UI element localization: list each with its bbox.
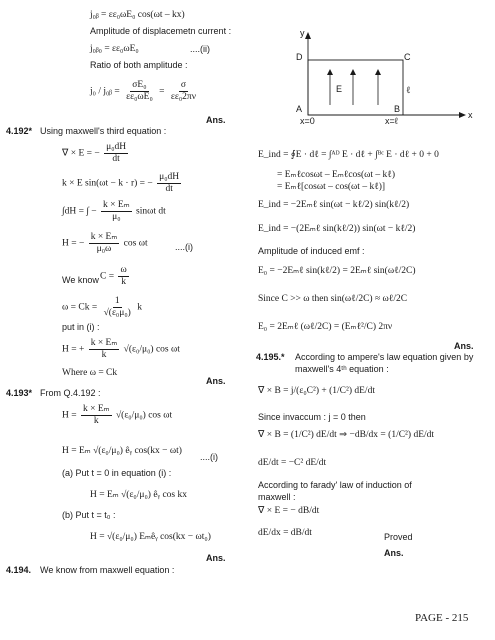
text-vacuum: Since invaccum : j = 0 then [258, 412, 366, 422]
circuit-loop-figure [288, 30, 468, 130]
point-C: C [404, 52, 411, 62]
eq-maxwell-third: ∇ × E = − $\frac{\text{μ₀dH}}{dt}$ [62, 142, 127, 164]
eq-h-t-zero: H = Eₘ √(ε₀/μ₀) êᵧ cos kx [90, 490, 187, 500]
label-x-zero: x=0 [300, 116, 315, 126]
length-ell: ℓ [406, 86, 411, 96]
question-number-4-194: 4.194. [6, 565, 32, 575]
eq-c-omega-k: C = $\frac{\omega}{k}$ [100, 265, 127, 287]
question-text-4-192: Using maxwell's third equation : [40, 126, 167, 136]
text-ratio: Ratio of both amplitude : [90, 60, 188, 70]
eq-k-cross-e: k × E sin(ωt − k · r) = − $\frac{\text{μ₀dH}}{dt}$ [62, 172, 180, 194]
eq-tag-i-2: ....(i) [200, 452, 218, 462]
eq-h-ey: H = Eₘ √(ε₀/μ₀) êᵧ cos(kx − ωt) [62, 446, 182, 456]
point-D: D [296, 52, 303, 62]
eq-integral-dh: ∫dH = ∫ − $\frac{\text{k × Eₘ}}{\text{μ₀}}$ sinωt dt [62, 200, 166, 222]
answer-marker: Ans. [206, 376, 226, 386]
eq-h-field: H = − $\frac{\text{k × Eₘ}}{\text{μ₀ω}}$ cos ωt [62, 232, 148, 254]
axis-x-label: x [468, 110, 473, 120]
eq-e0: E₀ = −2Eₘℓ sin(kℓ/2) = 2Eₘℓ sin(ωℓ/2C) [258, 266, 416, 276]
eq-ratio: j₀ / j₀ᵦ = $\frac{\text{σE₀}}{\text{εε₀ωE₀}}$ = $\frac{\sigma}{\text{εε₀2πν}}$ [90, 80, 197, 102]
eq-emf-amplitude-form: E_ind = −(2Eₘℓ sin(kℓ/2)) sin(ωt − kℓ/2) [258, 224, 416, 234]
text-amplitude-emf: Amplitude of induced emf : [258, 246, 365, 256]
eq-faraday: ∇ × E = − dB/dt [258, 506, 320, 516]
text-faraday-line2: maxwell : [258, 492, 296, 502]
answer-marker: Ans. [384, 548, 404, 558]
ratio-frac-1: $\frac{\text{σE₀}}{\text{εε₀ωE₀}}$ [126, 80, 153, 102]
eq-h-substituted: H = + $\frac{\text{k × Eₘ}}{k}$ √(ε₀/μ₀) cos ωt [62, 338, 180, 360]
point-A: A [296, 104, 303, 114]
question-text-4-194: We know from maxwell equation : [40, 565, 175, 575]
text-amplitude-displacement: Amplitude of displacemetn current : [90, 26, 232, 36]
axis-y-label: y [300, 28, 305, 38]
eq-ampere-maxwell: ∇ × B = j/(ε₀C²) + (1/C²) dE/dt [258, 386, 375, 396]
text-put-t-zero: (a) Put t = 0 in equation (i) : [62, 468, 172, 478]
eq-induced-emf: E_ind = ∮E · dℓ = ∫ᴬᴰ E · dℓ + ∫ᴮᶜ E · dℓ + 0 + 0 [258, 150, 439, 160]
point-B: B [394, 104, 401, 114]
text-since-approx: Since C >> ω then sin(ωℓ/2C) ≈ ωℓ/2C [258, 294, 408, 304]
eq-emf-step-1: = Eₘℓcosωt – Eₘℓcos(ωt – kℓ) [277, 170, 396, 180]
question-text-4-195-line1: According to ampere's law equation given by [295, 352, 474, 362]
eq-emf-step-2: = Eₘℓ[cosωt – cos(ωt – kℓ)] [277, 182, 386, 192]
text-we-know: We know [62, 275, 99, 285]
text-put-t0: (b) Put t = t₀ : [62, 510, 116, 520]
ratio-frac-2: $\frac{\sigma}{\text{εε₀2πν}}$ [170, 80, 197, 102]
eq-tag-ii: ....(ii) [190, 44, 210, 54]
eq-displacement-current: j₀ᵦ = εε₀ωE₀ cos(ωt – kx) [90, 10, 185, 20]
eq-e0-final: E₀ = 2Eₘℓ (ωℓ/2C) = (Eₘℓ²/C) 2πν [258, 322, 393, 332]
eq-de-dx: dE/dx = dB/dt [258, 528, 312, 538]
answer-marker: Ans. [206, 115, 226, 125]
page-number: PAGE - 215 [415, 612, 469, 624]
question-text-4-195-line2: maxwell's 4ᵗʰ equation : [295, 364, 389, 374]
text-where: Where ω = Ck [62, 368, 118, 378]
eq-de-dt: dE/dt = −C² dE/dt [258, 458, 327, 468]
answer-marker: Ans. [454, 341, 474, 351]
eq-tag-i: ....(i) [175, 242, 193, 252]
question-text-4-193: From Q.4.192 : [40, 388, 101, 398]
text-faraday-line1: According to farady' law of induction of [258, 480, 412, 490]
text-proved: Proved [384, 532, 413, 542]
ratio-lhs: j₀ / j₀ᵦ [90, 86, 112, 97]
answer-marker: Ans. [206, 553, 226, 563]
eq-emf-product: E_ind = −2Eₘℓ sin(ωt − kℓ/2) sin(kℓ/2) [258, 200, 410, 210]
field-E-label: E [336, 84, 343, 94]
question-number-4-192: 4.192* [6, 126, 33, 136]
text-put-in: put in (i) : [62, 322, 100, 332]
label-x-ell: x=ℓ [385, 116, 398, 126]
question-number-4-195: 4.195.* [256, 352, 285, 362]
question-number-4-193: 4.193* [6, 388, 33, 398]
eq-curl-b-vacuum: ∇ × B = (1/C²) dE/dt ⇒ −dB/dx = (1/C²) dE/dt [258, 430, 435, 440]
eq-h-t0: H = √(ε₀/μ₀) Eₘêᵧ cos(kx − ωt₀) [90, 532, 211, 542]
eq-omega-ck: ω = Ck = $\frac{1}{\text{√(ε₀μ₀)}}$ k [62, 296, 142, 318]
eq-amplitude-j: j₀ᵦ₀ = εε₀ωE₀ [90, 44, 139, 54]
eq-h-from-4-192: H = $\frac{\text{k × Eₘ}}{k}$ √(ε₀/μ₀) cos ωt [62, 404, 173, 426]
